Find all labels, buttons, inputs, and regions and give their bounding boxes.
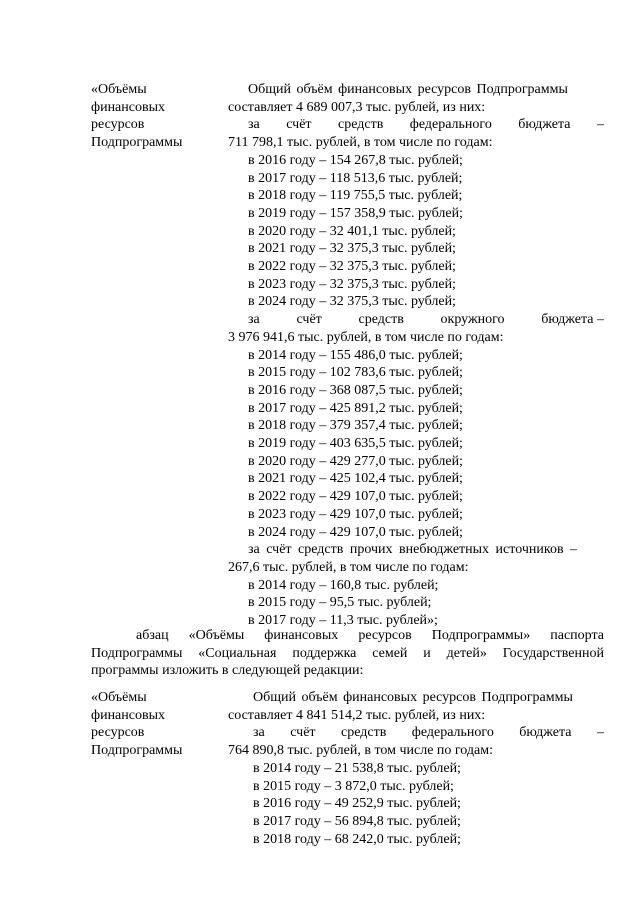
year-line: в 2022 году – 429 107,0 тыс. рублей; xyxy=(248,489,463,505)
word: «Объёмы xyxy=(188,628,245,643)
word: ресурсов xyxy=(358,628,412,643)
year-line: в 2018 году – 379 357,4 тыс. рублей; xyxy=(248,418,463,434)
year-line: в 2018 году – 119 755,5 тыс. рублей; xyxy=(248,188,463,204)
block2-content xyxy=(228,689,604,848)
instruction-line-1 xyxy=(91,627,604,645)
year-line: в 2014 году – 160,8 тыс. рублей; xyxy=(248,577,439,593)
year-line: в 2015 году – 3 872,0 тыс. рублей; xyxy=(253,778,454,794)
intro-line-2: составляет 4 841 514,2 тыс. рублей, из них: xyxy=(228,707,486,723)
block2-label xyxy=(91,689,221,760)
word: счёт xyxy=(290,725,316,741)
intro-line-1 xyxy=(228,81,604,99)
word: средств xyxy=(338,117,384,133)
word: счёт xyxy=(286,117,312,133)
label-line: «Объёмы xyxy=(91,82,147,97)
year-line: в 2017 году – 425 891,2 тыс. рублей; xyxy=(248,400,463,416)
word: средств xyxy=(358,312,404,328)
label-line: финансовых xyxy=(91,99,165,115)
word: детей» xyxy=(446,645,487,661)
year-line: в 2017 году – 11,3 тыс. рублей»; xyxy=(248,613,438,629)
federal-heading xyxy=(228,724,604,742)
block1-label xyxy=(91,81,221,152)
word: федерального xyxy=(411,725,494,741)
word: – xyxy=(596,117,604,133)
label-line: финансовых xyxy=(91,707,165,723)
other-total: 267,6 тыс. рублей, в том числе по годам: xyxy=(228,559,469,575)
year-line: в 2015 году – 102 783,6 тыс. рублей; xyxy=(248,365,463,381)
label-line: Подпрограммы xyxy=(91,135,183,151)
year-line: в 2020 году – 429 277,0 тыс. рублей; xyxy=(248,453,463,469)
word: федерального xyxy=(409,117,492,133)
word: Государственной xyxy=(502,645,604,661)
year-line: в 2018 году – 68 242,0 тыс. рублей; xyxy=(253,831,461,847)
word: окружного xyxy=(440,312,505,328)
year-line: в 2023 году – 32 375,3 тыс. рублей; xyxy=(248,276,456,292)
year-line: в 2014 году – 155 486,0 тыс. рублей; xyxy=(248,347,463,363)
okrug-total: 3 976 941,6 тыс. рублей, в том числе по годам: xyxy=(228,329,504,345)
year-line: в 2015 году – 95,5 тыс. рублей; xyxy=(248,595,432,611)
instruction-line-2 xyxy=(91,645,604,663)
block1-content xyxy=(228,81,604,630)
year-line: в 2023 году – 429 107,0 тыс. рублей; xyxy=(248,506,463,522)
label-line: «Объёмы xyxy=(91,690,147,705)
year-line: в 2014 году – 21 538,8 тыс. рублей; xyxy=(253,760,461,776)
year-line: в 2016 году – 49 252,9 тыс. рублей; xyxy=(253,796,461,812)
year-line: в 2017 году – 56 894,8 тыс. рублей; xyxy=(253,813,461,829)
word: семей xyxy=(372,645,408,661)
federal-total: 711 798,1 тыс. рублей, в том числе по годам: xyxy=(228,135,493,151)
year-line: в 2024 году – 429 107,0 тыс. рублей; xyxy=(248,524,463,540)
intro-line-2: составляет 4 689 007,3 тыс. рублей, из них: xyxy=(228,99,486,115)
year-line: в 2021 году – 32 375,3 тыс. рублей; xyxy=(248,241,456,257)
amendment-instruction xyxy=(91,627,604,680)
word: паспорта xyxy=(550,628,604,643)
intro-line-1: Общий объём финансовых ресурсов Подпрограммы xyxy=(253,690,573,705)
word: Подпрограммы» xyxy=(431,628,531,643)
word: поддержка xyxy=(292,645,357,661)
year-line: в 2022 году – 32 375,3 тыс. рублей; xyxy=(248,259,456,275)
label-line: Подпрограммы xyxy=(91,743,183,759)
word: за xyxy=(248,312,260,328)
year-line: в 2024 году – 32 375,3 тыс. рублей; xyxy=(248,294,456,310)
label-line: ресурсов xyxy=(91,725,145,741)
word: финансовых xyxy=(264,628,339,643)
word: абзац xyxy=(136,628,169,643)
word: бюджета xyxy=(518,117,571,133)
okrug-heading xyxy=(228,311,604,329)
year-line: в 2020 году – 32 401,1 тыс. рублей; xyxy=(248,223,456,239)
year-line: в 2017 году – 118 513,6 тыс. рублей; xyxy=(248,170,463,186)
word: средств xyxy=(341,725,387,741)
label-line: ресурсов xyxy=(91,117,145,133)
word: счёт xyxy=(296,312,322,328)
intro-text: Общий объём финансовых ресурсов Подпрограммы xyxy=(248,82,568,97)
word: и xyxy=(423,645,431,661)
year-line: в 2021 году – 425 102,4 тыс. рублей; xyxy=(248,471,463,487)
year-line: в 2019 году – 157 358,9 тыс. рублей; xyxy=(248,205,463,221)
word: за xyxy=(253,725,265,741)
word: бюджета xyxy=(519,725,572,741)
year-line: в 2016 году – 154 267,8 тыс. рублей; xyxy=(248,152,463,168)
word: за xyxy=(248,117,260,133)
other-heading: за счёт средств прочих внебюджетных источников – xyxy=(248,542,578,558)
word: «Социальная xyxy=(198,645,277,661)
instruction-line-3: программы изложить в следующей редакции: xyxy=(91,663,364,679)
year-line: в 2016 году – 368 087,5 тыс. рублей; xyxy=(248,382,463,398)
year-line: в 2019 году – 403 635,5 тыс. рублей; xyxy=(248,436,463,452)
word: – xyxy=(596,725,604,741)
federal-heading xyxy=(228,116,604,134)
federal-total: 764 890,8 тыс. рублей, в том числе по годам: xyxy=(228,743,493,759)
word: бюджета – xyxy=(541,312,604,328)
word: Подпрограммы xyxy=(91,645,183,661)
